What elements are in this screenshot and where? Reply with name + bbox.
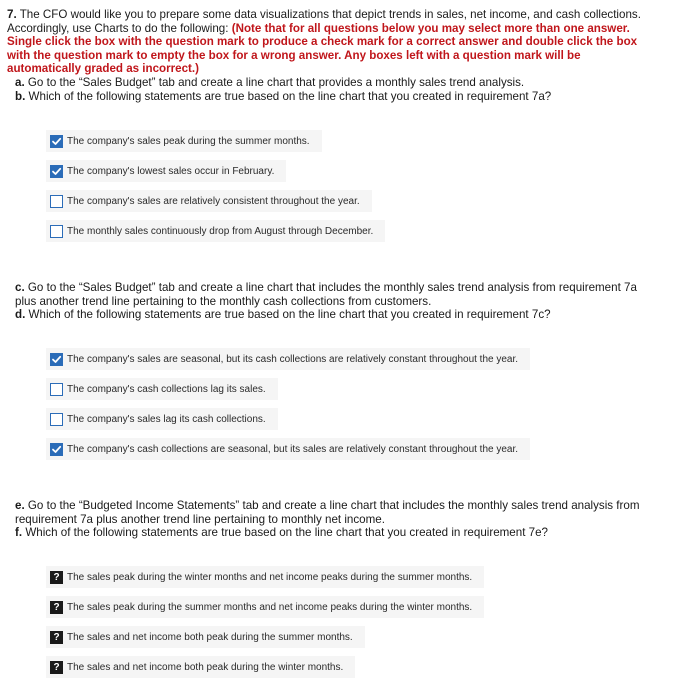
part-c-label: c.	[15, 281, 25, 294]
option-label: The sales peak during the summer months and net income peaks during the winter months.	[67, 601, 473, 613]
option-label: The monthly sales continuously drop from August through December.	[67, 225, 374, 237]
checkbox[interactable]	[50, 571, 63, 584]
question-number: 7.	[7, 8, 17, 21]
part-d-body: Which of the following statements are true based on the line chart that you created in requirement 7c?	[28, 308, 551, 322]
checkbox[interactable]	[50, 661, 63, 674]
part-e-text	[7, 499, 647, 526]
checkbox[interactable]	[50, 601, 63, 614]
f-option-4[interactable]	[46, 656, 355, 678]
checkbox[interactable]	[50, 195, 63, 208]
checkbox[interactable]	[50, 443, 63, 456]
check-icon	[51, 444, 62, 455]
option-label: The company's sales lag its cash collections.	[67, 413, 266, 425]
b-option-2[interactable]	[46, 160, 286, 182]
check-icon	[51, 166, 62, 177]
part-f-body: Which of the following statements are true based on the line chart that you created in requirement 7e?	[25, 526, 548, 540]
question-note: (Note that for all questions below you may select more than one answer. Single click the box with the question mark to produce a check mark for a correct answer and double click the box with the question mark to empty the box for a wrong answer. Any boxes left with a question mark will be automatically graded as incorrect.)	[7, 21, 638, 76]
part-ef-text	[7, 499, 647, 540]
part-d-text	[7, 308, 647, 322]
d-option-1[interactable]	[46, 348, 530, 370]
part-e-label: e.	[15, 499, 25, 512]
check-icon	[51, 354, 62, 365]
checkbox[interactable]	[50, 225, 63, 238]
part-b-label: b.	[15, 89, 26, 103]
question-intro-text: The CFO would like you to prepare some data visualizations that depict trends in sales, net income, and cash collections. Accordingly, use Charts to do the following:	[7, 8, 641, 35]
b-option-3[interactable]	[46, 190, 372, 212]
question-mark-icon: ?	[53, 601, 60, 613]
f-option-2[interactable]	[46, 596, 484, 618]
f-option-3[interactable]	[46, 626, 365, 648]
question-7-text	[7, 8, 647, 103]
checkbox[interactable]	[50, 413, 63, 426]
option-label: The company's sales are relatively consistent throughout the year.	[67, 195, 360, 207]
question-intro	[7, 8, 647, 76]
option-label: The company's cash collections are seasonal, but its sales are relatively constant throughout the year.	[67, 443, 519, 455]
checkbox[interactable]	[50, 383, 63, 396]
part-a-body: Go to the “Sales Budget” tab and create a line chart that provides a monthly sales trend analysis.	[27, 75, 525, 89]
part-cd-text	[7, 281, 647, 322]
option-label: The sales and net income both peak during the summer months.	[67, 631, 353, 643]
f-option-1[interactable]	[46, 566, 484, 588]
option-label: The company's sales are seasonal, but its cash collections are relatively constant throughout the year.	[67, 353, 519, 365]
b-option-1[interactable]	[46, 130, 322, 152]
question-mark-icon: ?	[53, 661, 60, 673]
option-label: The company's lowest sales occur in February.	[67, 165, 275, 177]
question-mark-icon: ?	[53, 571, 60, 583]
part-c-body: Go to the “Sales Budget” tab and create a line chart that includes the monthly sales trend analysis from requirement 7a plus another trend line pertaining to the monthly cash collections from customers.	[15, 281, 637, 308]
checkbox[interactable]	[50, 165, 63, 178]
option-label: The company's cash collections lag its sales.	[67, 383, 266, 395]
option-label: The sales peak during the winter months and net income peaks during the summer months.	[67, 571, 473, 583]
part-b-text	[7, 90, 647, 104]
option-label: The company's sales peak during the summer months.	[67, 135, 310, 147]
part-d-label: d.	[15, 308, 26, 322]
check-icon	[51, 136, 62, 147]
part-e-body: Go to the “Budgeted Income Statements” tab and create a line chart that includes the monthly sales trend analysis from requirement 7a plus another trend line pertaining to monthly net income.	[15, 499, 640, 526]
question-mark-icon: ?	[53, 631, 60, 643]
part-a-text	[7, 76, 647, 90]
b-option-4[interactable]	[46, 220, 385, 242]
checkbox[interactable]	[50, 353, 63, 366]
part-c-text	[7, 281, 647, 308]
part-a-label: a.	[15, 75, 25, 89]
d-option-2[interactable]	[46, 378, 278, 400]
part-f-label: f.	[15, 526, 23, 540]
d-option-4[interactable]	[46, 438, 530, 460]
checkbox[interactable]	[50, 631, 63, 644]
checkbox[interactable]	[50, 135, 63, 148]
d-option-3[interactable]	[46, 408, 278, 430]
option-label: The sales and net income both peak during the winter months.	[67, 661, 344, 673]
part-f-text	[7, 526, 647, 540]
part-b-body: Which of the following statements are true based on the line chart that you created in requirement 7a?	[28, 89, 552, 103]
